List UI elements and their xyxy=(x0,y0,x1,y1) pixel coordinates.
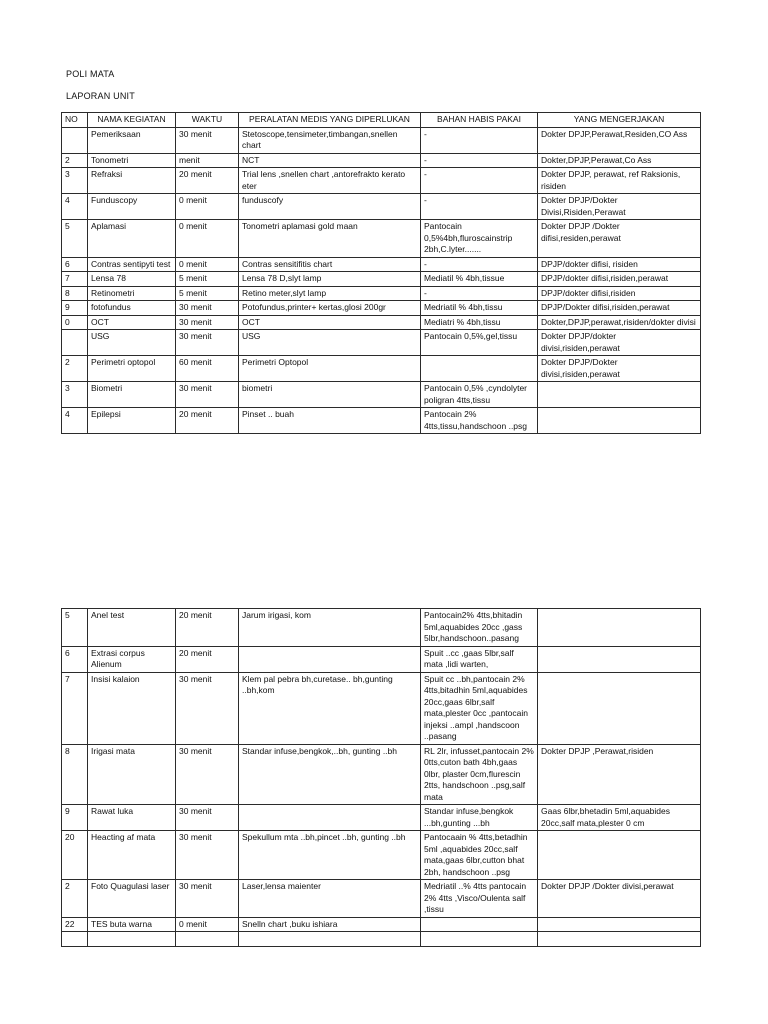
cell-waktu: 30 menit xyxy=(176,330,239,356)
table-row xyxy=(62,880,701,918)
table-row xyxy=(62,932,701,947)
cell-pelaksana: Dokter DPJP/dokter divisi,risiden,perawat xyxy=(538,330,701,356)
cell-bahan: Standar infuse,bengkok ...bh,gunting ...bh xyxy=(421,805,538,831)
cell-pelaksana xyxy=(538,408,701,434)
cell-bahan: Pantocain2% 4tts,bhitadin 5ml,aquabides 20cc ,gass 5lbr,handschoon..pasang xyxy=(421,609,538,647)
cell-bahan: - xyxy=(421,286,538,301)
cell-peralatan xyxy=(239,646,421,672)
cell-nama-kegiatan: Foto Quagulasi laser xyxy=(88,880,176,918)
cell-waktu: 30 menit xyxy=(176,315,239,330)
cell-nama-kegiatan: Contras sentipyti test xyxy=(88,257,176,272)
cell-no: 0 xyxy=(62,315,88,330)
cell-pelaksana xyxy=(538,917,701,932)
document-title: POLI MATA xyxy=(66,69,115,79)
cell-waktu: 0 menit xyxy=(176,220,239,258)
cell-pelaksana xyxy=(538,932,701,947)
activity-table-2 xyxy=(61,608,701,947)
header-nama-kegiatan: NAMA KEGIATAN xyxy=(88,113,176,128)
cell-nama-kegiatan: Biometri xyxy=(88,382,176,408)
table-row xyxy=(62,356,701,382)
table-row xyxy=(62,382,701,408)
cell-peralatan: Spekullum mta ..bh,pincet ..bh, gunting ..bh xyxy=(239,831,421,880)
cell-peralatan xyxy=(239,932,421,947)
cell-peralatan: Perimetri Optopol xyxy=(239,356,421,382)
cell-bahan: Pantocain 0,5%4bh,fluroscainstrip 2bh,C.lyter....... xyxy=(421,220,538,258)
cell-nama-kegiatan: Tonometri xyxy=(88,153,176,168)
cell-bahan: - xyxy=(421,153,538,168)
cell-peralatan: USG xyxy=(239,330,421,356)
cell-no: 2 xyxy=(62,153,88,168)
table-row xyxy=(62,194,701,220)
cell-waktu: 30 menit xyxy=(176,880,239,918)
cell-nama-kegiatan: Anel test xyxy=(88,609,176,647)
header-bahan-habis-pakai: BAHAN HABIS PAKAI xyxy=(421,113,538,128)
cell-waktu: 0 menit xyxy=(176,257,239,272)
cell-pelaksana: DPJP/dokter difisi,risiden,perawat xyxy=(538,272,701,287)
table-row xyxy=(62,672,701,744)
table-row xyxy=(62,646,701,672)
cell-no: 20 xyxy=(62,831,88,880)
table-row xyxy=(62,272,701,287)
cell-pelaksana: Dokter DPJP /Dokter difisi,residen,perawat xyxy=(538,220,701,258)
cell-waktu xyxy=(176,932,239,947)
table-row xyxy=(62,744,701,805)
cell-peralatan: Potofundus,printer+ kertas,glosi 200gr xyxy=(239,301,421,316)
cell-peralatan: Jarum irigasi, kom xyxy=(239,609,421,647)
cell-bahan: Spuit cc ..bh,pantocain 2% 4tts,bitadhin 5ml,aquabides 20cc,gaas 6lbr,salf mata,plester 0cc ,pantocain injeksi ..ampl ,handscoon ..pasang xyxy=(421,672,538,744)
cell-no: 3 xyxy=(62,168,88,194)
cell-pelaksana: Dokter,DPJP,Perawat,Co Ass xyxy=(538,153,701,168)
table-row xyxy=(62,408,701,434)
cell-peralatan: Pinset .. buah xyxy=(239,408,421,434)
cell-bahan: - xyxy=(421,127,538,153)
table-row xyxy=(62,220,701,258)
cell-pelaksana: Dokter DPJP, perawat, ref Raksionis, risiden xyxy=(538,168,701,194)
cell-no: 3 xyxy=(62,382,88,408)
cell-pelaksana xyxy=(538,672,701,744)
cell-peralatan: Snelln chart ,buku ishiara xyxy=(239,917,421,932)
cell-pelaksana: Dokter DPJP /Dokter divisi,perawat xyxy=(538,880,701,918)
table-row xyxy=(62,609,701,647)
cell-peralatan xyxy=(239,805,421,831)
cell-no: 5 xyxy=(62,220,88,258)
cell-no xyxy=(62,127,88,153)
cell-nama-kegiatan: Heacting af mata xyxy=(88,831,176,880)
cell-bahan: - xyxy=(421,194,538,220)
table-row xyxy=(62,257,701,272)
cell-waktu: 60 menit xyxy=(176,356,239,382)
table-row xyxy=(62,315,701,330)
cell-waktu: 30 menit xyxy=(176,672,239,744)
cell-pelaksana: DPJP/dokter difisi,risiden xyxy=(538,286,701,301)
document-subtitle: LAPORAN UNIT xyxy=(66,91,135,101)
cell-peralatan: Laser,lensa maienter xyxy=(239,880,421,918)
cell-no: 5 xyxy=(62,609,88,647)
cell-pelaksana xyxy=(538,646,701,672)
table-row xyxy=(62,805,701,831)
cell-waktu: 20 menit xyxy=(176,408,239,434)
cell-bahan: RL 2lr, infusset,pantocain 2% 0tts,cuton bath 4bh,gaas 0lbr, plaster 0cm,flurescin 2tts, handschoon ..psg,salf mata xyxy=(421,744,538,805)
cell-peralatan: Stetoscope,tensimeter,timbangan,snellen chart xyxy=(239,127,421,153)
cell-peralatan: Klem pal pebra bh,curetase.. bh,gunting ..bh,kom xyxy=(239,672,421,744)
cell-bahan xyxy=(421,917,538,932)
cell-no xyxy=(62,932,88,947)
cell-waktu: 30 menit xyxy=(176,127,239,153)
cell-nama-kegiatan: Refraksi xyxy=(88,168,176,194)
cell-no: 9 xyxy=(62,805,88,831)
cell-bahan: Spuit ..cc ,gaas 5lbr,salf mata ,lidi warten, xyxy=(421,646,538,672)
cell-bahan xyxy=(421,356,538,382)
table-row xyxy=(62,301,701,316)
table-row xyxy=(62,286,701,301)
cell-waktu: 20 menit xyxy=(176,609,239,647)
cell-peralatan: Contras sensitifitis chart xyxy=(239,257,421,272)
cell-pelaksana xyxy=(538,382,701,408)
cell-pelaksana: Dokter DPJP/Dokter Divisi,Risiden,Perawat xyxy=(538,194,701,220)
cell-bahan: Mediatil % 4bh,tissue xyxy=(421,272,538,287)
cell-no: 8 xyxy=(62,286,88,301)
cell-no: 6 xyxy=(62,646,88,672)
cell-nama-kegiatan: Aplamasi xyxy=(88,220,176,258)
cell-waktu: 30 menit xyxy=(176,805,239,831)
cell-waktu: 20 menit xyxy=(176,646,239,672)
cell-nama-kegiatan: OCT xyxy=(88,315,176,330)
cell-pelaksana: Gaas 6lbr,bhetadin 5ml,aquabides 20cc,salf mata,plester 0 cm xyxy=(538,805,701,831)
cell-waktu: 0 menit xyxy=(176,194,239,220)
header-no: NO xyxy=(62,113,88,128)
cell-nama-kegiatan: Extrasi corpus Alienum xyxy=(88,646,176,672)
cell-waktu: 30 menit xyxy=(176,382,239,408)
cell-pelaksana: Dokter DPJP ,Perawat,risiden xyxy=(538,744,701,805)
cell-bahan: - xyxy=(421,168,538,194)
activity-table-1 xyxy=(61,112,701,434)
cell-no: 9 xyxy=(62,301,88,316)
cell-bahan: Medriatil ..% 4tts pantocain 2% 4tts ,Visco/Oulenta salf ,tissu xyxy=(421,880,538,918)
cell-nama-kegiatan: TES buta warna xyxy=(88,917,176,932)
cell-bahan: - xyxy=(421,257,538,272)
cell-waktu: menit xyxy=(176,153,239,168)
cell-pelaksana: DPJP/Dokter difisi,risiden,perawat xyxy=(538,301,701,316)
header-peralatan-medis: PERALATAN MEDIS YANG DIPERLUKAN xyxy=(239,113,421,128)
cell-nama-kegiatan: Pemeriksaan xyxy=(88,127,176,153)
cell-pelaksana xyxy=(538,609,701,647)
cell-peralatan: Trial lens ,snellen chart ,antorefrakto kerato eter xyxy=(239,168,421,194)
cell-no: 22 xyxy=(62,917,88,932)
cell-peralatan: Lensa 78 D,slyt lamp xyxy=(239,272,421,287)
cell-no xyxy=(62,330,88,356)
cell-nama-kegiatan: Epilepsi xyxy=(88,408,176,434)
cell-no: 6 xyxy=(62,257,88,272)
cell-waktu: 30 menit xyxy=(176,301,239,316)
cell-peralatan: funduscofy xyxy=(239,194,421,220)
cell-bahan: Pantocain 2% 4tts,tissu,handschoon ..psg xyxy=(421,408,538,434)
cell-pelaksana: Dokter DPJP/Dokter divisi,risiden,perawat xyxy=(538,356,701,382)
cell-no: 7 xyxy=(62,672,88,744)
cell-pelaksana: Dokter DPJP,Perawat,Residen,CO Ass xyxy=(538,127,701,153)
table-row xyxy=(62,831,701,880)
cell-no: 4 xyxy=(62,408,88,434)
cell-nama-kegiatan: USG xyxy=(88,330,176,356)
cell-bahan xyxy=(421,932,538,947)
cell-bahan: Pantocain 0,5% ,cyndolyter poligran 4tts,tissu xyxy=(421,382,538,408)
cell-nama-kegiatan: Retinometri xyxy=(88,286,176,301)
cell-nama-kegiatan xyxy=(88,932,176,947)
cell-bahan: Pantocaain % 4tts,betadhin 5ml ,aquabides 20cc,salf mata,gaas 6lbr,cutton bhat 2bh, handschoon ..psg xyxy=(421,831,538,880)
cell-bahan: Medriatil % 4bh,tissu xyxy=(421,301,538,316)
cell-pelaksana: DPJP/dokter difisi, risiden xyxy=(538,257,701,272)
header-yang-mengerjakan: YANG MENGERJAKAN xyxy=(538,113,701,128)
cell-waktu: 5 menit xyxy=(176,272,239,287)
cell-nama-kegiatan: Rawat luka xyxy=(88,805,176,831)
cell-nama-kegiatan: Insisi kalaion xyxy=(88,672,176,744)
cell-pelaksana xyxy=(538,831,701,880)
cell-nama-kegiatan: Lensa 78 xyxy=(88,272,176,287)
cell-no: 8 xyxy=(62,744,88,805)
cell-bahan: Pantocain 0,5%,gel,tissu xyxy=(421,330,538,356)
cell-waktu: 0 menit xyxy=(176,917,239,932)
cell-no: 7 xyxy=(62,272,88,287)
cell-nama-kegiatan: Funduscopy xyxy=(88,194,176,220)
cell-bahan: Mediatri % 4bh,tissu xyxy=(421,315,538,330)
table-row xyxy=(62,917,701,932)
table-row xyxy=(62,153,701,168)
cell-peralatan: Retino meter,slyt lamp xyxy=(239,286,421,301)
cell-no: 2 xyxy=(62,880,88,918)
cell-pelaksana: Dokter,DPJP,perawat,risiden/dokter divisi xyxy=(538,315,701,330)
table-header-row xyxy=(62,113,701,128)
cell-waktu: 30 menit xyxy=(176,744,239,805)
table-row xyxy=(62,168,701,194)
cell-nama-kegiatan: fotofundus xyxy=(88,301,176,316)
table-row xyxy=(62,330,701,356)
cell-nama-kegiatan: Perimetri optopol xyxy=(88,356,176,382)
cell-nama-kegiatan: Irigasi mata xyxy=(88,744,176,805)
table-row xyxy=(62,127,701,153)
cell-no: 4 xyxy=(62,194,88,220)
cell-no: 2 xyxy=(62,356,88,382)
header-waktu: WAKTU xyxy=(176,113,239,128)
cell-peralatan: biometri xyxy=(239,382,421,408)
cell-peralatan: Tonometri aplamasi gold maan xyxy=(239,220,421,258)
cell-waktu: 30 menit xyxy=(176,831,239,880)
cell-peralatan: Standar infuse,bengkok,..bh, gunting ..bh xyxy=(239,744,421,805)
cell-waktu: 5 menit xyxy=(176,286,239,301)
cell-peralatan: OCT xyxy=(239,315,421,330)
cell-waktu: 20 menit xyxy=(176,168,239,194)
cell-peralatan: NCT xyxy=(239,153,421,168)
